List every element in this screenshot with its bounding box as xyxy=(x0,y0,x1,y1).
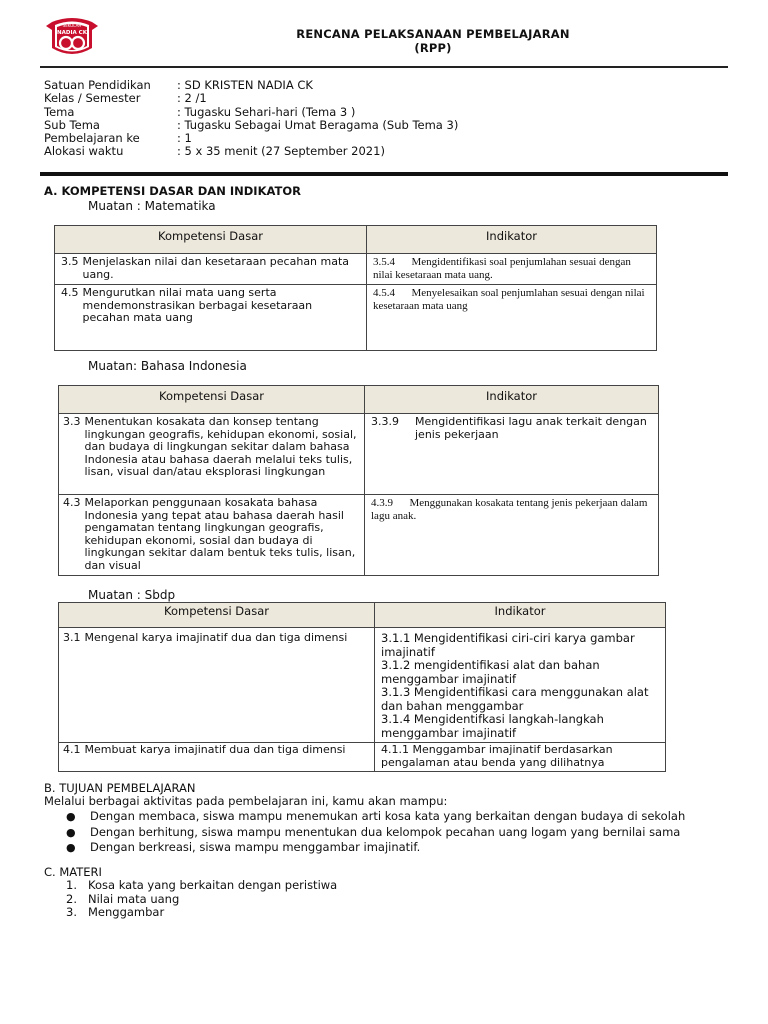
identity-value: : 5 x 35 menit (27 September 2021) xyxy=(177,144,385,159)
kd-text: Membuat karya imajinatif dua dan tiga dimensi xyxy=(84,743,346,756)
ind-number: 3.3.9 xyxy=(371,415,399,428)
kd-number: 4.5 xyxy=(61,286,79,299)
document-title xyxy=(230,27,636,55)
muatan-bahasa-label: Muatan: Bahasa Indonesia xyxy=(88,359,247,373)
identity-label: Satuan Pendidikan xyxy=(44,78,151,92)
kd-number: 3.3 xyxy=(63,415,81,428)
ind-item: 3.1.2 mengidentifikasi alat dan bahan menggambar imajinatif xyxy=(381,658,600,686)
table-row xyxy=(59,414,659,495)
col-indikator: Indikator xyxy=(367,226,657,254)
kd-text: Mengurutkan nilai mata uang serta mendemonstrasikan berbagai kesetaraan pecahan mata uang xyxy=(82,286,313,325)
item-number: 1. xyxy=(66,878,77,892)
section-a-heading: A. KOMPETENSI DASAR DAN INDIKATOR xyxy=(44,184,301,198)
table-header-row xyxy=(55,226,657,254)
title-line-1: RENCANA PELAKSANAAN PEMBELAJARAN xyxy=(296,27,570,41)
indikator-cell xyxy=(365,414,659,495)
list-item xyxy=(44,825,685,841)
ind-item: 3.1.4 Mengidentifkasi langkah-langkah menggambar imajinatif xyxy=(381,712,604,740)
ind-number: 4.5.4 xyxy=(373,287,395,299)
list-item xyxy=(44,879,337,893)
school-logo xyxy=(38,14,106,60)
ind-item: 3.1.3 Mengidentifikasi cara menggunakan alat dan bahan menggambar xyxy=(381,685,649,713)
ind-item: 4.1.1 Menggambar imajinatif berdasarkan pengalaman atau benda yang dilihatnya xyxy=(381,743,613,769)
indikator-cell xyxy=(375,628,666,743)
ind-text: Menggunakan kosakata tentang jenis pekerjaan dalam lagu anak. xyxy=(371,497,648,522)
identity-block xyxy=(44,79,458,159)
ind-text: Mengidentifikasi lagu anak terkait dengan jenis pekerjaan xyxy=(415,415,647,441)
col-kompetensi-dasar: Kompetensi Dasar xyxy=(55,226,367,254)
list-item xyxy=(44,893,337,907)
goal-text: Dengan berkreasi, siswa mampu menggambar imajinatif. xyxy=(90,840,421,855)
item-text: Menggambar xyxy=(88,905,165,920)
kd-text: Mengenal karya imajinatif dua dan tiga dimensi xyxy=(84,631,348,644)
list-item xyxy=(44,906,337,920)
identity-label: Kelas / Semester xyxy=(44,91,141,106)
identity-value: : 1 xyxy=(177,131,192,146)
col-kompetensi-dasar: Kompetensi Dasar xyxy=(59,603,375,628)
header-divider xyxy=(40,66,728,68)
matematika-table xyxy=(54,225,657,351)
materi-list xyxy=(44,879,337,920)
kd-number: 4.3 xyxy=(63,496,81,509)
ind-item: 3.1.1 Mengidentifikasi ciri-ciri karya gambar imajinatif xyxy=(381,631,635,659)
goal-text: Dengan membaca, siswa mampu menemukan arti kosa kata yang berkaitan dengan budaya di sekolah xyxy=(90,809,686,823)
goals-list xyxy=(44,809,685,856)
item-text: Kosa kata yang berkaitan dengan peristiwa xyxy=(88,878,338,892)
table-row xyxy=(55,254,657,285)
indikator-cell xyxy=(375,743,666,772)
kd-cell xyxy=(59,495,365,576)
kd-number: 3.5 xyxy=(61,255,79,268)
muatan-matematika-label: Muatan : Matematika xyxy=(88,199,216,213)
identity-divider xyxy=(40,172,728,176)
identity-label: Pembelajaran ke xyxy=(44,131,140,146)
item-number: 3. xyxy=(66,905,77,920)
kd-cell xyxy=(59,414,365,495)
ind-number: 3.5.4 xyxy=(373,256,395,268)
table-row xyxy=(59,495,659,576)
indikator-cell xyxy=(367,254,657,285)
list-item xyxy=(44,840,685,856)
identity-row xyxy=(44,145,458,158)
kd-cell xyxy=(55,285,367,351)
ind-text: Mengidentifikasi soal penjumlahan sesuai dengan nilai kesetaraan mata uang. xyxy=(373,256,631,281)
bullet-icon: ● xyxy=(66,825,76,839)
indikator-cell xyxy=(365,495,659,576)
col-kompetensi-dasar: Kompetensi Dasar xyxy=(59,386,365,414)
identity-value: : Tugasku Sehari-hari (Tema 3 ) xyxy=(177,104,356,119)
identity-value: : Tugasku Sebagai Umat Beragama (Sub Tema 3) xyxy=(177,117,459,132)
indikator-cell xyxy=(367,285,657,351)
section-b-intro: Melalui berbagai aktivitas pada pembelajaran ini, kamu akan mampu: xyxy=(44,794,448,808)
identity-row xyxy=(44,106,458,119)
svg-text:NADIA CK: NADIA CK xyxy=(57,30,87,36)
table-header-row xyxy=(59,603,666,628)
bullet-icon: ● xyxy=(66,810,76,823)
kd-text: Menentukan kosakata dan konsep tentang lingkungan geografis, kehidupan ekonomi, sosial, dan budaya di lingkungan sekitar dalam bahasa Indonesia atau bahasa daerah melalui teks tulis, lisan, visual dan/atau eksplorasi lingkungan xyxy=(84,415,357,479)
ind-text: Menyelesaikan soal penjumlahan sesuai dengan nilai kesetaraan mata uang xyxy=(373,287,645,312)
identity-value: : 2 /1 xyxy=(177,91,207,106)
identity-value: : SD KRISTEN NADIA CK xyxy=(177,78,313,92)
item-number: 2. xyxy=(66,891,77,906)
table-header-row xyxy=(59,386,659,414)
identity-row xyxy=(44,79,458,92)
item-text: Nilai mata uang xyxy=(88,891,180,906)
table-row xyxy=(55,285,657,351)
muatan-sbdp-label: Muatan : Sbdp xyxy=(88,588,176,602)
section-b-heading: B. TUJUAN PEMBELAJARAN xyxy=(44,781,196,795)
kd-text: Melaporkan penggunaan kosakata bahasa Indonesia yang tepat atau bahasa daerah hasil pengamatan tentang lingkungan geografis, kehidupan ekonomi, sosial dan budaya di lingkungan sekitar dalam bentuk teks tulis, lisan, dan visual xyxy=(84,496,356,572)
identity-label: Tema xyxy=(44,104,75,119)
identity-row xyxy=(44,132,458,145)
identity-label: Sub Tema xyxy=(44,117,100,132)
kd-number: 4.1 xyxy=(63,743,81,756)
bullet-icon: ● xyxy=(66,841,76,855)
kd-number: 3.1 xyxy=(63,631,81,644)
col-indikator: Indikator xyxy=(365,386,659,414)
goal-text: Dengan berhitung, siswa mampu menentukan dua kelompok pecahan uang logam yang bernilai sama xyxy=(90,824,681,839)
title-line-2: (RPP) xyxy=(414,41,452,55)
sbdp-table xyxy=(58,602,666,772)
section-c-heading: C. MATERI xyxy=(44,865,102,879)
table-row xyxy=(59,628,666,743)
bahasa-table xyxy=(58,385,659,576)
kd-cell xyxy=(59,628,375,743)
identity-label: Alokasi waktu xyxy=(44,144,124,159)
kd-text: Menjelaskan nilai dan kesetaraan pecahan mata uang. xyxy=(82,255,350,281)
col-indikator: Indikator xyxy=(375,603,666,628)
list-item xyxy=(44,809,685,825)
table-row xyxy=(59,743,666,772)
kd-cell xyxy=(55,254,367,285)
ind-number: 4.3.9 xyxy=(371,497,393,509)
kd-cell xyxy=(59,743,375,772)
identity-row xyxy=(44,92,458,105)
identity-row xyxy=(44,119,458,132)
svg-text:SEKOLAH: SEKOLAH xyxy=(62,23,82,28)
